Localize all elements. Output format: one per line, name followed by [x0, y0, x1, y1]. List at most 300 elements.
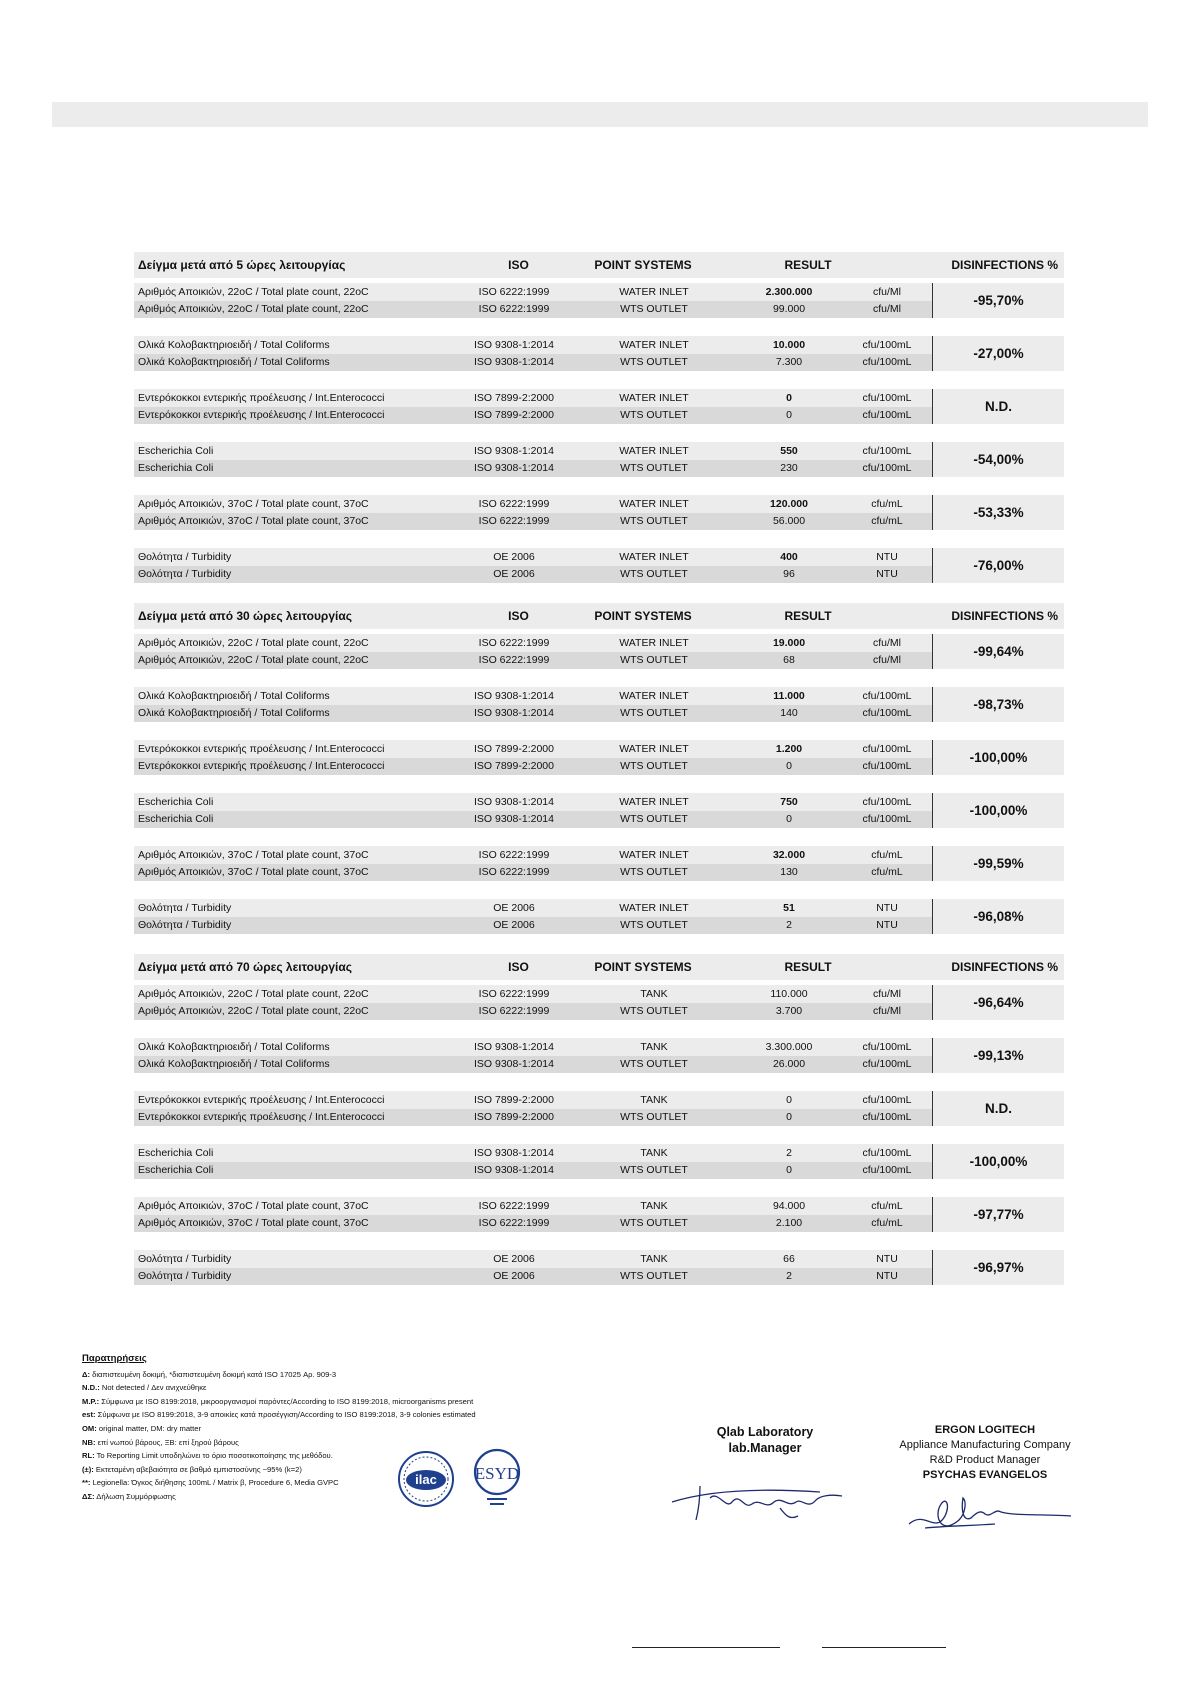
ergon-company: ERGON LOGITECH	[934, 1424, 1036, 1436]
table-row	[134, 1109, 1064, 1127]
parameter-cell: Θολότητα / Turbidity	[138, 901, 232, 914]
unit-cell: NTU	[876, 901, 898, 914]
note-key: OM:	[82, 1423, 97, 1433]
parameter-cell: Αριθμός Αποικιών, 37oC / Total plate count, 37oC	[138, 515, 369, 528]
footer-line-right	[822, 1647, 946, 1648]
parameter-cell: Θολότητα / Turbidity	[138, 919, 232, 932]
disinfection-percent: -54,00%	[932, 442, 1064, 477]
footer-line-left	[632, 1647, 780, 1648]
column-disinfections: DISINFECTIONS %	[951, 609, 1058, 623]
unit-cell: cfu/100mL	[862, 742, 912, 755]
value-cell: 96	[783, 568, 795, 581]
ergon-person: PSYCHAS EVANGELOS	[922, 1469, 1048, 1481]
parameter-cell: Escherichia Coli	[138, 813, 214, 826]
result-group	[134, 1197, 1064, 1232]
disinfection-percent: -100,00%	[932, 1144, 1064, 1179]
result-group	[134, 336, 1064, 371]
table-row	[134, 985, 1064, 1003]
parameter-cell: Αριθμός Αποικιών, 37oC / Total plate count, 37oC	[138, 1217, 369, 1230]
iso-cell: ISO 9308-1:2014	[474, 338, 554, 351]
unit-cell: cfu/mL	[871, 1217, 903, 1230]
result-group	[134, 283, 1064, 318]
parameter-cell: Ολικά Κολοβακτηριοειδή / Total Coliforms	[138, 689, 330, 702]
iso-cell: ISO 9308-1:2014	[474, 1058, 554, 1071]
unit-cell: cfu/mL	[871, 866, 903, 879]
unit-cell: cfu/Ml	[872, 303, 901, 316]
point-cell: WATER INLET	[619, 901, 689, 914]
disinfection-percent: -27,00%	[932, 336, 1064, 371]
value-cell: 0	[786, 813, 792, 826]
qlab-signature-icon	[670, 1480, 845, 1525]
result-group	[134, 634, 1064, 669]
iso-cell: ISO 9308-1:2014	[474, 795, 554, 808]
note-key: M.P.:	[82, 1396, 100, 1406]
parameter-cell: Θολότητα / Turbidity	[138, 1270, 232, 1283]
parameter-cell: Αριθμός Αποικιών, 37oC / Total plate count, 37oC	[138, 848, 369, 861]
table-row	[134, 548, 1064, 566]
parameter-cell: Escherichia Coli	[138, 444, 214, 457]
esyd-logo-text: ESYD	[474, 1464, 520, 1483]
table-row	[134, 354, 1064, 372]
ilac-logo-text: ilac	[415, 1472, 437, 1487]
column-iso: ISO	[508, 609, 529, 623]
table-row	[134, 1215, 1064, 1233]
parameter-cell: Αριθμός Αποικιών, 22oC / Total plate count, 22oC	[138, 303, 369, 316]
table-row	[134, 793, 1064, 811]
point-cell: WTS OUTLET	[620, 303, 688, 316]
point-cell: WATER INLET	[619, 689, 689, 702]
result-group	[134, 740, 1064, 775]
iso-cell: ISO 9308-1:2014	[474, 707, 554, 720]
iso-cell: ISO 7899-2:2000	[474, 742, 554, 755]
parameter-cell: Θολότητα / Turbidity	[138, 1252, 232, 1265]
unit-cell: cfu/100mL	[862, 462, 912, 475]
unit-cell: cfu/100mL	[862, 1164, 912, 1177]
iso-cell: ISO 6222:1999	[478, 1199, 550, 1212]
note-key: **:	[82, 1478, 91, 1488]
note-key: NB:	[82, 1437, 96, 1447]
result-group	[134, 1144, 1064, 1179]
unit-cell: cfu/100mL	[862, 1093, 912, 1106]
value-cell: 32.000	[772, 848, 806, 861]
note-key: ΔΣ:	[82, 1491, 95, 1501]
sample-section	[134, 954, 1064, 1285]
point-cell: WTS OUTLET	[620, 356, 688, 369]
table-row	[134, 407, 1064, 425]
column-point-systems: POINT SYSTEMS	[594, 960, 692, 974]
note-key: N.D.:	[82, 1383, 100, 1393]
parameter-cell: Ολικά Κολοβακτηριοειδή / Total Coliforms	[138, 1058, 330, 1071]
iso-cell: ISO 9308-1:2014	[474, 356, 554, 369]
parameter-cell: Αριθμός Αποικιών, 22oC / Total plate count, 22oC	[138, 654, 369, 667]
point-cell: WTS OUTLET	[620, 409, 688, 422]
iso-cell: OE 2006	[493, 568, 535, 581]
table-row	[134, 1250, 1064, 1268]
parameter-cell: Αριθμός Αποικιών, 22oC / Total plate count, 22oC	[138, 1005, 369, 1018]
iso-cell: ISO 6222:1999	[478, 636, 550, 649]
unit-cell: cfu/100mL	[862, 356, 912, 369]
point-cell: WTS OUTLET	[620, 813, 688, 826]
iso-cell: ISO 7899-2:2000	[474, 409, 554, 422]
point-cell: WTS OUTLET	[620, 1058, 688, 1071]
parameter-cell: Αριθμός Αποικιών, 22oC / Total plate count, 22oC	[138, 636, 369, 649]
note-text: Not detected / Δεν ανιχνεύθηκε	[101, 1383, 207, 1393]
table-row	[134, 336, 1064, 354]
point-cell: WATER INLET	[619, 444, 689, 457]
section-header	[134, 954, 1064, 980]
point-cell: TANK	[640, 1146, 668, 1159]
point-cell: WTS OUTLET	[620, 654, 688, 667]
note-text: To Reporting Limit υποδηλώνει το όριο ποσοτικοποίησης της μεθόδου.	[96, 1451, 333, 1461]
parameter-cell: Αριθμός Αποικιών, 22oC / Total plate count, 22oC	[138, 285, 369, 298]
parameter-cell: Αριθμός Αποικιών, 37oC / Total plate count, 37oC	[138, 866, 369, 879]
table-row	[134, 1144, 1064, 1162]
point-cell: WTS OUTLET	[620, 1111, 688, 1124]
unit-cell: cfu/100mL	[862, 338, 912, 351]
note-key: RL:	[82, 1451, 95, 1461]
disinfection-percent: -53,33%	[932, 495, 1064, 530]
iso-cell: ISO 6222:1999	[478, 285, 550, 298]
ergon-signature-icon	[905, 1490, 1075, 1540]
qlab-name: Qlab Laboratory	[716, 1425, 814, 1439]
ergon-description: Appliance Manufacturing Company	[899, 1439, 1071, 1451]
point-cell: WTS OUTLET	[620, 1217, 688, 1230]
result-group	[134, 899, 1064, 934]
value-cell: 0	[786, 1111, 792, 1124]
unit-cell: cfu/100mL	[862, 1146, 912, 1159]
point-cell: WATER INLET	[619, 338, 689, 351]
parameter-cell: Ολικά Κολοβακτηριοειδή / Total Coliforms	[138, 1040, 330, 1053]
result-group	[134, 793, 1064, 828]
table-row	[134, 1056, 1064, 1074]
point-cell: WTS OUTLET	[620, 568, 688, 581]
unit-cell: NTU	[876, 919, 898, 932]
iso-cell: OE 2006	[493, 919, 535, 932]
table-row	[134, 1162, 1064, 1180]
note-text: Εκτεταμένη αβεβαιότητα σε βαθμό εμπιστοσύνης ~95% (k=2)	[95, 1464, 302, 1474]
unit-cell: NTU	[876, 550, 898, 563]
iso-cell: ISO 9308-1:2014	[474, 1146, 554, 1159]
value-cell: 130	[780, 866, 798, 879]
table-row	[134, 864, 1064, 882]
disinfection-percent: -99,13%	[932, 1038, 1064, 1073]
note-text: original matter, DM: dry matter	[98, 1423, 202, 1433]
unit-cell: cfu/mL	[871, 515, 903, 528]
disinfection-percent: N.D.	[932, 1091, 1064, 1126]
value-cell: 0	[786, 391, 792, 404]
table-row	[134, 917, 1064, 935]
value-cell: 56.000	[772, 515, 806, 528]
value-cell: 750	[780, 795, 798, 808]
table-row	[134, 634, 1064, 652]
table-row	[134, 687, 1064, 705]
unit-cell: cfu/Ml	[872, 654, 901, 667]
note-line	[82, 1381, 552, 1395]
result-group	[134, 1250, 1064, 1285]
iso-cell: ISO 6222:1999	[478, 987, 550, 1000]
table-row	[134, 566, 1064, 584]
table-row	[134, 495, 1064, 513]
notes-title: Παρατηρήσεις	[82, 1353, 147, 1364]
section-title: Δείγμα μετά από 5 ώρες λειτουργίας	[138, 258, 346, 272]
point-cell: WTS OUTLET	[620, 515, 688, 528]
iso-cell: ISO 7899-2:2000	[474, 1111, 554, 1124]
point-cell: WATER INLET	[619, 497, 689, 510]
iso-cell: OE 2006	[493, 1252, 535, 1265]
result-group	[134, 1091, 1064, 1126]
disinfection-percent: -97,77%	[932, 1197, 1064, 1232]
table-row	[134, 1091, 1064, 1109]
table-row	[134, 460, 1064, 478]
result-group	[134, 442, 1064, 477]
value-cell: 68	[783, 654, 795, 667]
point-cell: WTS OUTLET	[620, 707, 688, 720]
parameter-cell: Εντερόκοκκοι εντερικής προέλευσης / Int.Enterococci	[138, 760, 385, 773]
point-cell: WATER INLET	[619, 391, 689, 404]
table-row	[134, 899, 1064, 917]
table-row	[134, 705, 1064, 723]
parameter-cell: Ολικά Κολοβακτηριοειδή / Total Coliforms	[138, 338, 330, 351]
point-cell: TANK	[640, 1040, 668, 1053]
point-cell: TANK	[640, 1093, 668, 1106]
sample-section	[134, 603, 1064, 934]
parameter-cell: Ολικά Κολοβακτηριοειδή / Total Coliforms	[138, 356, 330, 369]
point-cell: WTS OUTLET	[620, 462, 688, 475]
column-iso: ISO	[508, 960, 529, 974]
value-cell: 2	[786, 919, 792, 932]
value-cell: 2.100	[775, 1217, 803, 1230]
unit-cell: cfu/100mL	[862, 760, 912, 773]
column-result: RESULT	[784, 960, 832, 974]
unit-cell: NTU	[876, 1270, 898, 1283]
value-cell: 550	[780, 444, 798, 457]
note-text: διαπιστευμένη δοκιμή, *διαπιστευμένη δοκιμή κατά ISO 17025 Αρ. 909-3	[92, 1369, 337, 1379]
point-cell: WTS OUTLET	[620, 866, 688, 879]
table-row	[134, 758, 1064, 776]
iso-cell: ISO 9308-1:2014	[474, 689, 554, 702]
parameter-cell: Ολικά Κολοβακτηριοειδή / Total Coliforms	[138, 707, 330, 720]
point-cell: WATER INLET	[619, 795, 689, 808]
point-cell: WATER INLET	[619, 742, 689, 755]
point-cell: TANK	[640, 987, 668, 1000]
table-row	[134, 513, 1064, 531]
point-cell: WTS OUTLET	[620, 919, 688, 932]
note-text: Legionella: Όγκος διήθησης 100mL / Matrix β, Procedure 6, Media GVPC	[92, 1478, 339, 1488]
value-cell: 2	[786, 1146, 792, 1159]
header-band	[52, 102, 1148, 127]
table-row	[134, 283, 1064, 301]
note-key: (±):	[82, 1464, 94, 1474]
point-cell: WTS OUTLET	[620, 1005, 688, 1018]
column-point-systems: POINT SYSTEMS	[594, 258, 692, 272]
unit-cell: cfu/100mL	[862, 409, 912, 422]
note-text: Σύμφωνα με ISO 8199:2018, μικροοργανισμοί παρόντες/According to ISO 8199:2018, microorganisms present	[101, 1396, 474, 1406]
value-cell: 110.000	[770, 987, 808, 1000]
iso-cell: ISO 6222:1999	[478, 866, 550, 879]
iso-cell: ISO 6222:1999	[478, 1217, 550, 1230]
ilac-logo-icon	[397, 1450, 455, 1508]
disinfection-percent: -95,70%	[932, 283, 1064, 318]
note-text: επί νωπού βάρους, ΞΒ: επί ξηρού βάρους	[97, 1437, 239, 1447]
note-line	[82, 1422, 552, 1436]
iso-cell: ISO 9308-1:2014	[474, 1164, 554, 1177]
table-row	[134, 811, 1064, 829]
parameter-cell: Escherichia Coli	[138, 1164, 214, 1177]
section-header	[134, 603, 1064, 629]
table-row	[134, 1038, 1064, 1056]
iso-cell: ISO 9308-1:2014	[474, 1040, 554, 1053]
value-cell: 19.000	[772, 636, 806, 649]
parameter-cell: Escherichia Coli	[138, 795, 214, 808]
unit-cell: cfu/Ml	[872, 1005, 901, 1018]
point-cell: TANK	[640, 1252, 668, 1265]
value-cell: 1.200	[775, 742, 803, 755]
value-cell: 400	[780, 550, 798, 563]
iso-cell: ISO 7899-2:2000	[474, 391, 554, 404]
unit-cell: cfu/mL	[871, 497, 903, 510]
column-iso: ISO	[508, 258, 529, 272]
iso-cell: ISO 6222:1999	[478, 497, 550, 510]
parameter-cell: Escherichia Coli	[138, 462, 214, 475]
iso-cell: ISO 9308-1:2014	[474, 813, 554, 826]
column-result: RESULT	[784, 609, 832, 623]
disinfection-percent: -99,59%	[932, 846, 1064, 881]
parameter-cell: Escherichia Coli	[138, 1146, 214, 1159]
value-cell: 120.000	[770, 497, 808, 510]
parameter-cell: Θολότητα / Turbidity	[138, 568, 232, 581]
value-cell: 2.300.000	[765, 285, 813, 298]
unit-cell: cfu/100mL	[862, 1040, 912, 1053]
iso-cell: ISO 9308-1:2014	[474, 462, 554, 475]
value-cell: 0	[786, 1164, 792, 1177]
parameter-cell: Αριθμός Αποικιών, 37oC / Total plate count, 37oC	[138, 1199, 369, 1212]
parameter-cell: Εντερόκοκκοι εντερικής προέλευσης / Int.Enterococci	[138, 391, 385, 404]
iso-cell: ISO 6222:1999	[478, 1005, 550, 1018]
disinfection-percent: -96,64%	[932, 985, 1064, 1020]
parameter-cell: Εντερόκοκκοι εντερικής προέλευσης / Int.Enterococci	[138, 409, 385, 422]
unit-cell: cfu/100mL	[862, 689, 912, 702]
unit-cell: cfu/100mL	[862, 391, 912, 404]
unit-cell: cfu/Ml	[872, 987, 901, 1000]
unit-cell: NTU	[876, 568, 898, 581]
point-cell: TANK	[640, 1199, 668, 1212]
value-cell: 3.300.000	[765, 1040, 813, 1053]
unit-cell: cfu/mL	[871, 1199, 903, 1212]
table-row	[134, 1197, 1064, 1215]
unit-cell: cfu/100mL	[862, 813, 912, 826]
iso-cell: OE 2006	[493, 901, 535, 914]
value-cell: 51	[783, 901, 795, 914]
value-cell: 94.000	[772, 1199, 806, 1212]
disinfection-percent: -76,00%	[932, 548, 1064, 583]
result-group	[134, 495, 1064, 530]
table-row	[134, 740, 1064, 758]
note-text: Σύμφωνα με ISO 8199:2018, 3-9 αποικίες κατά προσέγγιση/According to ISO 8199:2018, 3-9 colonies estimated	[97, 1410, 476, 1420]
unit-cell: cfu/Ml	[872, 285, 901, 298]
disinfection-percent: -100,00%	[932, 793, 1064, 828]
iso-cell: ISO 6222:1999	[478, 654, 550, 667]
note-text: Δήλωση Συμμόρφωσης	[96, 1491, 176, 1501]
unit-cell: cfu/100mL	[862, 1058, 912, 1071]
iso-cell: ISO 6222:1999	[478, 303, 550, 316]
result-group	[134, 1038, 1064, 1073]
disinfection-percent: -98,73%	[932, 687, 1064, 722]
column-result: RESULT	[784, 258, 832, 272]
point-cell: WATER INLET	[619, 285, 689, 298]
parameter-cell: Εντερόκοκκοι εντερικής προέλευσης / Int.Enterococci	[138, 1111, 385, 1124]
value-cell: 0	[786, 760, 792, 773]
point-cell: WTS OUTLET	[620, 1164, 688, 1177]
parameter-cell: Εντερόκοκκοι εντερικής προέλευσης / Int.Enterococci	[138, 1093, 385, 1106]
result-group	[134, 687, 1064, 722]
parameter-cell: Αριθμός Αποικιών, 37oC / Total plate count, 37oC	[138, 497, 369, 510]
value-cell: 230	[780, 462, 798, 475]
point-cell: WATER INLET	[619, 550, 689, 563]
point-cell: WTS OUTLET	[620, 760, 688, 773]
value-cell: 66	[783, 1252, 795, 1265]
point-cell: WATER INLET	[619, 636, 689, 649]
unit-cell: cfu/mL	[871, 848, 903, 861]
value-cell: 0	[786, 409, 792, 422]
iso-cell: ISO 6222:1999	[478, 515, 550, 528]
unit-cell: NTU	[876, 1252, 898, 1265]
point-cell: WTS OUTLET	[620, 1270, 688, 1283]
note-key: est:	[82, 1410, 96, 1420]
value-cell: 140	[780, 707, 798, 720]
unit-cell: cfu/Ml	[872, 636, 901, 649]
disinfection-percent: -100,00%	[932, 740, 1064, 775]
table-row	[134, 301, 1064, 319]
parameter-cell: Θολότητα / Turbidity	[138, 550, 232, 563]
note-line	[82, 1395, 552, 1409]
results-report	[134, 252, 1064, 1285]
esyd-logo-icon	[468, 1448, 526, 1510]
result-group	[134, 846, 1064, 881]
table-row	[134, 1268, 1064, 1286]
note-key: Δ:	[82, 1369, 90, 1379]
disinfection-percent: -96,08%	[932, 899, 1064, 934]
iso-cell: ISO 7899-2:2000	[474, 760, 554, 773]
table-row	[134, 846, 1064, 864]
value-cell: 3.700	[775, 1005, 803, 1018]
unit-cell: cfu/100mL	[862, 444, 912, 457]
note-line	[82, 1408, 552, 1422]
note-line	[82, 1368, 552, 1382]
iso-cell: OE 2006	[493, 550, 535, 563]
disinfection-percent: -96,97%	[932, 1250, 1064, 1285]
parameter-cell: Αριθμός Αποικιών, 22oC / Total plate count, 22oC	[138, 987, 369, 1000]
ergon-role: R&D Product Manager	[929, 1454, 1041, 1466]
disinfection-percent: -99,64%	[932, 634, 1064, 669]
iso-cell: ISO 9308-1:2014	[474, 444, 554, 457]
ergon-signature-block	[885, 1423, 1085, 1483]
value-cell: 26.000	[772, 1058, 806, 1071]
result-group	[134, 985, 1064, 1020]
iso-cell: ISO 6222:1999	[478, 848, 550, 861]
unit-cell: cfu/100mL	[862, 707, 912, 720]
table-row	[134, 389, 1064, 407]
value-cell: 99.000	[772, 303, 806, 316]
section-header	[134, 252, 1064, 278]
table-row	[134, 652, 1064, 670]
section-title: Δείγμα μετά από 30 ώρες λειτουργίας	[138, 609, 352, 623]
point-cell: WATER INLET	[619, 848, 689, 861]
value-cell: 7.300	[775, 356, 803, 369]
iso-cell: ISO 7899-2:2000	[474, 1093, 554, 1106]
table-row	[134, 442, 1064, 460]
qlab-signature-block	[690, 1424, 840, 1456]
qlab-role: lab.Manager	[728, 1441, 802, 1455]
